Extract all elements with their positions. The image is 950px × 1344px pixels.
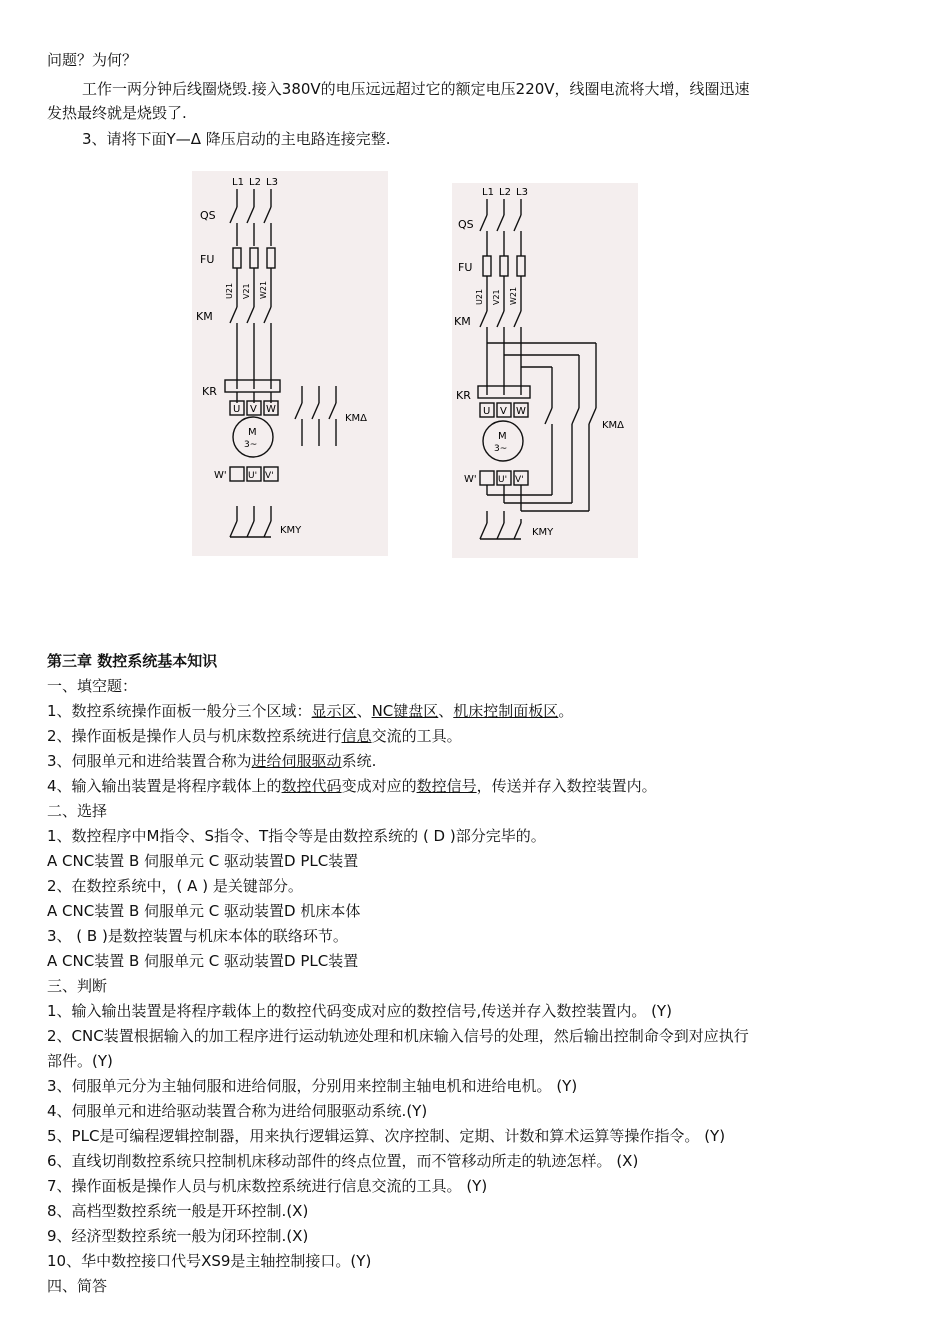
u21-label: U21	[475, 288, 484, 305]
judge-item: 5、PLC是可编程逻辑控制器，用来执行逻辑运算、次序控制、定期、计数和算术运算等操作指令。 (Y)	[47, 1127, 726, 1145]
v21-label: V21	[242, 283, 251, 299]
phase-label: L3	[266, 177, 278, 188]
judge-item: 10、华中数控接口代号XS9是主轴控制接口。(Y)	[47, 1252, 372, 1270]
choice-question: 3、 ( B )是数控装置与机床本体的联络环节。	[47, 927, 348, 945]
qs-label: QS	[458, 218, 474, 231]
text-line: 工作一两分钟后线圈烧毁.接入380V的电压远远超过它的额定电压220V，线圈电流将大增，线圈迅速	[82, 80, 750, 98]
motor-label: M	[248, 427, 257, 438]
terminal-label: W	[516, 406, 526, 417]
phase-label: L1	[232, 177, 244, 188]
km-label: KM	[454, 315, 471, 328]
terminal-label: V	[500, 406, 507, 417]
choice-options: A CNC装置 B 伺服单元 C 驱动装置D 机床本体	[47, 902, 361, 920]
section-heading: 三、判断	[47, 977, 108, 995]
fill-item-1: 1、数控系统操作面板一般分三个区域：显示区、NC键盘区、机床控制面板区。	[47, 702, 574, 720]
section-heading: 二、选择	[47, 802, 108, 820]
motor-phase-label: 3~	[244, 440, 258, 450]
fu-label: FU	[200, 253, 215, 266]
judge-item: 2、CNC装置根据输入的加工程序进行运动轨迹处理和机床输入信号的处理，然后输出控制命令到对应执行	[47, 1027, 749, 1045]
choice-question: 2、在数控系统中，( A ) 是关键部分。	[47, 877, 303, 895]
fill-item-4: 4、输入输出装置是将程序载体上的数控代码变成对应的数控信号，传送并存入数控装置内。	[47, 777, 657, 795]
circuit-diagram-completed	[452, 183, 638, 558]
section-heading: 一、填空题：	[47, 677, 138, 695]
km-delta-label: KMΔ	[345, 413, 368, 424]
choice-options: A CNC装置 B 伺服单元 C 驱动装置D PLC装置	[47, 952, 359, 970]
terminal-label: W'	[464, 474, 477, 485]
text-line: 发热最终就是烧毁了.	[47, 104, 187, 122]
phase-label: L2	[249, 177, 261, 188]
text-line: 3、请将下面Y—Δ 降压启动的主电路连接完整.	[82, 130, 391, 148]
fill-item-3: 3、伺服单元和进给装置合称为进给伺服驱动系统.	[47, 752, 377, 770]
terminal-label: W	[266, 404, 276, 415]
phase-label: L2	[499, 187, 511, 198]
phase-label: L1	[482, 187, 494, 198]
judge-item: 1、输入输出装置是将程序载体上的数控代码变成对应的数控信号,传送并存入数控装置内。 (Y)	[47, 1002, 672, 1020]
km-label: KM	[196, 310, 213, 323]
fu-label: FU	[458, 261, 473, 274]
qs-label: QS	[200, 209, 216, 222]
choice-question: 1、数控程序中M指令、S指令、T指令等是由数控系统的 ( D )部分完毕的。	[47, 827, 546, 845]
judge-item: 7、操作面板是操作人员与机床数控系统进行信息交流的工具。 (Y)	[47, 1177, 488, 1195]
section-heading: 四、简答	[47, 1277, 108, 1295]
u21-label: U21	[225, 282, 234, 299]
terminal-label: U	[233, 404, 241, 415]
km-delta-label: KMΔ	[602, 420, 625, 431]
text-line: 问题？为何？	[47, 51, 138, 69]
terminal-label: U'	[248, 471, 258, 481]
v21-label: V21	[492, 289, 501, 305]
choice-options: A CNC装置 B 伺服单元 C 驱动装置D PLC装置	[47, 852, 359, 870]
circuit-diagram-incomplete	[192, 171, 388, 556]
w21-label: W21	[259, 280, 268, 299]
judge-item: 部件。(Y)	[47, 1052, 113, 1070]
kr-label: KR	[456, 389, 471, 402]
phase-label: L3	[516, 187, 528, 198]
terminal-label: W'	[214, 470, 227, 481]
terminal-label: U'	[498, 475, 508, 485]
w21-label: W21	[509, 286, 518, 305]
km-y-label: KMY	[280, 525, 302, 536]
motor-label: M	[498, 431, 507, 442]
circuit-svg-left	[192, 171, 388, 556]
judge-item: 6、直线切削数控系统只控制机床移动部件的终点位置，而不管移动所走的轨迹怎样。 (X)	[47, 1152, 639, 1170]
judge-item: 9、经济型数控系统一般为闭环控制.(X)	[47, 1227, 309, 1245]
terminal-label: V'	[265, 471, 274, 481]
motor-phase-label: 3~	[494, 444, 508, 454]
terminal-label: V'	[515, 475, 524, 485]
judge-item: 4、伺服单元和进给驱动装置合称为进给伺服驱动系统.(Y)	[47, 1102, 428, 1120]
terminal-label: U	[483, 406, 491, 417]
km-y-label: KMY	[532, 527, 554, 538]
kr-label: KR	[202, 385, 217, 398]
terminal-label: V	[250, 404, 257, 415]
circuit-svg-right	[452, 183, 638, 558]
judge-item: 8、高档型数控系统一般是开环控制.(X)	[47, 1202, 309, 1220]
judge-item: 3、伺服单元分为主轴伺服和进给伺服，分别用来控制主轴电机和进给电机。 (Y)	[47, 1077, 578, 1095]
fill-item-2: 2、操作面板是操作人员与机床数控系统进行信息交流的工具。	[47, 727, 462, 745]
chapter-title: 第三章 数控系统基本知识	[47, 652, 218, 670]
